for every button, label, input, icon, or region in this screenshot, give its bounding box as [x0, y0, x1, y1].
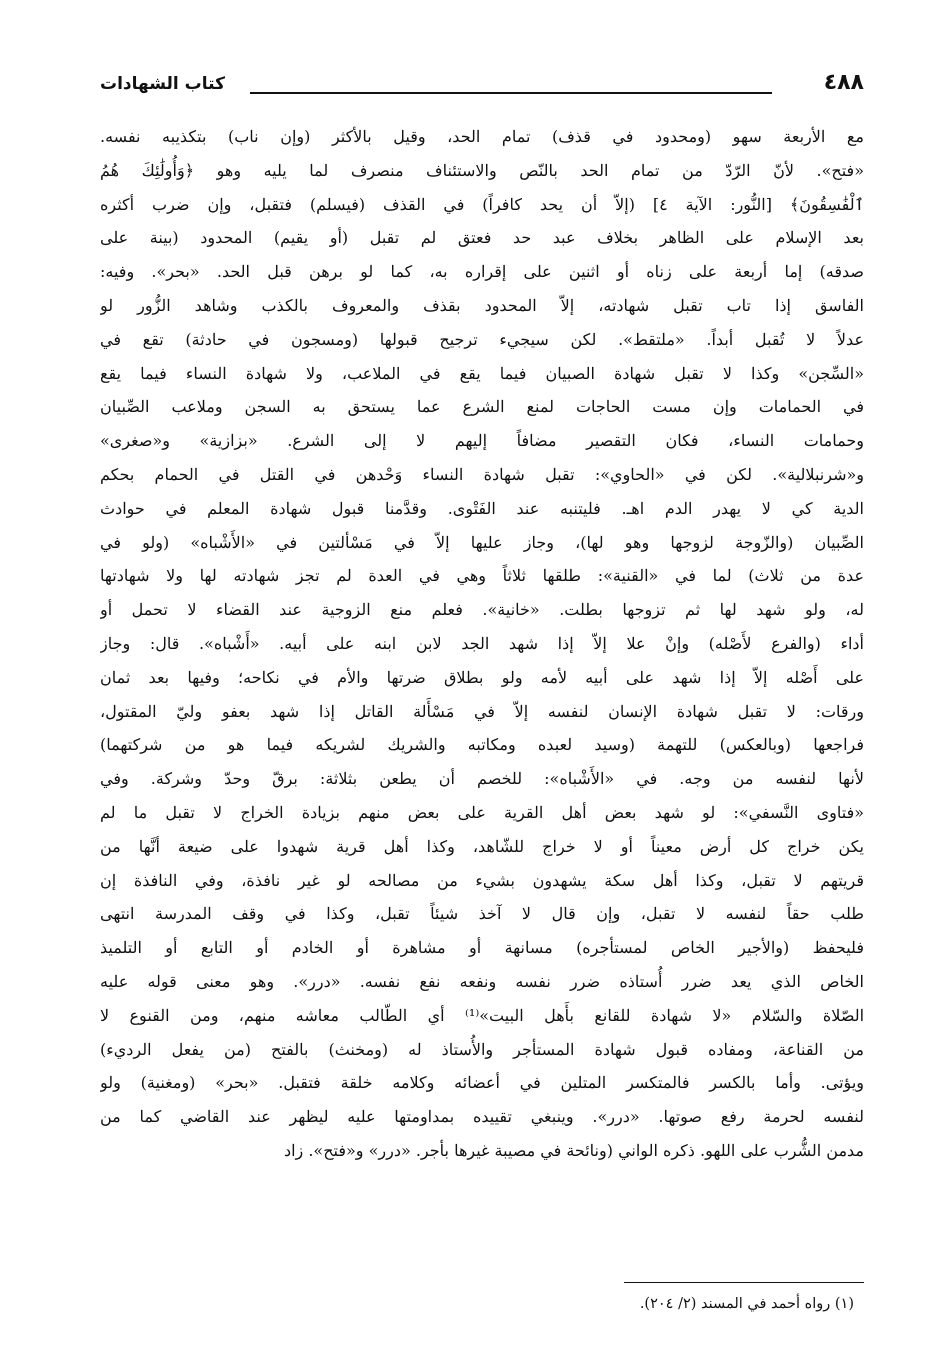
- text-line: بعد الإسلام على الظاهر بخلاف عبد حد فعتق لم تقبل (أو يقيم) المحدود (بينة على: [100, 228, 864, 248]
- text-line: قريتهم لا تقبل، وكذا أهل سكة يشهدون بشيء من مصالحه لو غير نافذة، وفي النافذة إن: [100, 870, 864, 890]
- text-line: عدة من ثلاث) لما في «القنية»: طلقها ثلاثاً وهي في العدة لم تجز شهادته لها ولا شهادتها: [100, 566, 864, 586]
- text-line: و«شرنبلالية». لكن في «الحاوي»: تقبل شهادة النساء وَحْدهن في القتل في الحمام بحكم: [100, 464, 864, 484]
- text-line: مع الأربعة سهو (ومحدود في قذف) تمام الحد، وقيل بالأكثر (وإن ناب) بتكذيبه نفسه.: [100, 127, 864, 146]
- text-line: فليحفظ (والأجير الخاص لمستأجره) مسانهة أو مشاهرة أو الخادم أو التابع أو التلميذ: [100, 938, 864, 958]
- text-line: على أَصْله إلاّ إذا شهد على أبيه لأمه ولو بطلاق ضرتها والأم في نكاحه؛ وفيها بعد ثمان: [100, 667, 864, 687]
- text-line: فراجعها (وبالعكس) للتهمة (وسيد لعبده ومكاتبه والشريك لشريكه فيما هو من شركتهما): [100, 735, 864, 755]
- text-line: الصّلاة والسّلام «لا شهادة للقانع بأَهل البيت»⁽¹⁾ أي الطّالب معاشه منهم، ومن القنوع لا: [100, 1005, 864, 1025]
- footnote: (١) رواه أحمد في المسند (٢/ ٢٠٤).: [639, 1296, 854, 1312]
- text-line: صدقه) إما أربعة على زناه أو اثنين على إقراره به، كما لو برهن قبل الحد. «بحر». وفيه:: [100, 262, 864, 282]
- text-line: له، ولو شهد لها ثم تزوجها بطلت. «خانية». فعلم منع الزوجية عند القضاء لا تحمل أو: [100, 600, 864, 620]
- text-line: أداء (والفرع لأَصْله) وإنْ علا إلاّ إذا شهد الجد لابن ابنه على أبيه. «أَشْباه». قال: وجاز: [100, 633, 864, 653]
- text-line: «فتاوى النَّسفي»: لو شهد بعض أهل القرية على بعض منهم بزيادة الخراج لا تقبل ما لم: [100, 802, 864, 822]
- text-line: الدية كي لا يهدر الدم اهـ. فليتنبه عند الفَتْوى. وقدَّمنا قبول شهادة المعلم في حوادث: [100, 498, 864, 518]
- text-line: عدلاً لا تُقبل أبداً. «ملتقط». لكن سيجيء ترجيح قبولها (ومسجون في حادثة) تقع في: [100, 329, 864, 349]
- text-line: «فتح». لأنّ الرّدّ من تمام الحد بالنّص والاستئناف منصرف لما يليه وهو ﴿وَأُولَٰئِكَ هُمُ: [100, 160, 864, 180]
- header-rule: [250, 92, 772, 94]
- text-line: مدمن الشُّرب على اللهو. ذكره الواني (ونائحة في مصيبة غيرها بأجر. «درر» و«فتح». زاد: [283, 1140, 864, 1160]
- text-line: لأنها لنفسه من وجه. في «الأَشْباه»: للخصم أن يطعن بثلاثة: برقّ وحدّ وشركة. وفي: [100, 769, 864, 789]
- text-line: ورقات: لا تقبل شهادة الإنسان لنفسه إلاّ في مَسْأَلة القاتل إذا شهد بعفو وليّ المقتول،: [100, 701, 864, 721]
- text-line: في الحمامات وإن مست الحاجات لمنع الشرع عما يستحق به السجن وملاعب الصِّبيان: [100, 397, 864, 417]
- text-line: وحمامات النساء، فكان التقصير مضافاً إليهم لا إلى الشرع. «بزازية» و«صغرى»: [100, 431, 864, 451]
- text-line: ٱلْفَٰسِقُونَ﴾ [النُّور: الآية ٤] (إلاّ أن يحد كافراً) في القذف (فيسلم) فتقبل، وإن ضرب أكثره: [100, 194, 864, 214]
- text-line: لنفسه لحرمة رفع صوتها. «درر». وينبغي تقييده بمداومتها عليه ليظهر عند القاضي كما من: [100, 1107, 864, 1127]
- running-title: كتاب الشهادات: [100, 74, 225, 94]
- text-line: الفاسق إذا تاب تقبل شهادته، إلاّ المحدود بقذف والمعروف بالكذب وشاهد الزُّور لو: [100, 295, 864, 315]
- body-text: [100, 120, 864, 1168]
- footnote-rule: [624, 1282, 864, 1283]
- page-header: [100, 70, 864, 100]
- text-line: يكن خراج كل أرض معيناً أو لا خراج للشّاهد، وكذا أهل قرية شهدوا على ضيعة أنَّها من: [100, 836, 864, 856]
- text-line: طلب حقاً لنفسه لا تقبل، وإن قال لا آخذ شيئاً تقبل، وكذا في وقف المدرسة انتهى: [100, 904, 864, 924]
- text-line: ويؤتى. وأما بالكسر فالمتكسر المتلين في أعضائه وكلامه خلقة فتقبل. «بحر» (ومغنية) ولو: [100, 1073, 864, 1093]
- text-line: الصِّبيان (والزّوجة لزوجها وهو لها)، وجاز عليها إلاّ في مَسْألتين في «الأَشْباه» (ولو في: [100, 532, 864, 552]
- text-line: من القناعة، ومفاده قبول شهادة المستأجر والأُستاذ له (ومخنث) بالفتح (من يفعل الرديء): [100, 1039, 864, 1059]
- page-number: ٤٨٨: [823, 70, 864, 95]
- text-line: «السِّجن» وكذا لا تقبل شهادة الصبيان فيما يقع في الملاعب، ولا شهادة النساء فيما يقع: [100, 363, 864, 383]
- text-line: الخاص الذي يعد ضرر أُستاذه ضرر نفسه ونفعه نفع نفسه. «درر». وهو معنى قوله عليه: [100, 971, 864, 991]
